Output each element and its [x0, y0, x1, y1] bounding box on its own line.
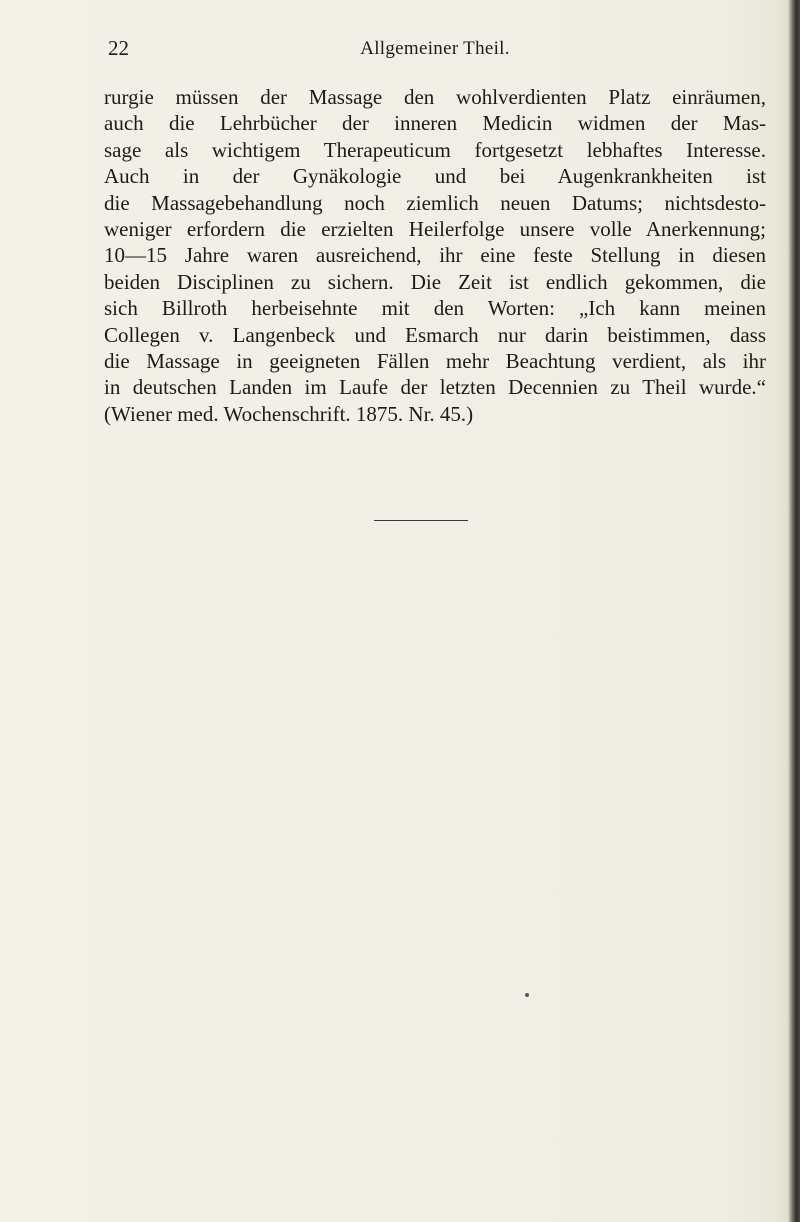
text-line: Auch in der Gynäkologie und bei Augenkrankheiten ist	[104, 164, 766, 189]
text-line: weniger erfordern die erzielten Heilerfolge unsere volle Anerkennung;	[104, 216, 766, 241]
running-title: Allgemeiner Theil.	[360, 38, 510, 59]
text-line: in deutschen Landen im Laufe der letzten Decennien zu Theil wurde.“	[104, 375, 766, 400]
text-line: sich Billroth herbeisehnte mit den Worten: „Ich kann meinen	[104, 296, 766, 321]
page-header	[108, 36, 762, 64]
text-line: die Massagebehandlung noch ziemlich neuen Datums; nichtsdesto-	[104, 190, 766, 215]
text-line: rurgie müssen der Massage den wohlverdienten Platz einräumen,	[104, 85, 766, 109]
text-line: sage als wichtigem Therapeuticum fortgesetzt lebhaftes Interesse.	[104, 137, 766, 162]
text-line: 10—15 Jahre waren ausreichend, ihr eine feste Stellung in diesen	[104, 243, 766, 268]
paper-speck	[525, 993, 529, 997]
page-number: 22	[108, 36, 129, 60]
section-divider	[374, 520, 468, 521]
text-line: (Wiener med. Wochenschrift. 1875. Nr. 45.)	[104, 401, 474, 426]
text-line: Collegen v. Langenbeck und Esmarch nur darin beistimmen, dass	[104, 322, 766, 347]
page-edge-shadow	[788, 0, 800, 1222]
body-paragraph	[104, 84, 766, 427]
text-line: auch die Lehrbücher der inneren Medicin widmen der Mas-	[104, 111, 766, 136]
text-line: die Massage in geeigneten Fällen mehr Beachtung verdient, als ihr	[104, 348, 766, 373]
text-line: beiden Disciplinen zu sichern. Die Zeit ist endlich gekommen, die	[104, 269, 766, 294]
